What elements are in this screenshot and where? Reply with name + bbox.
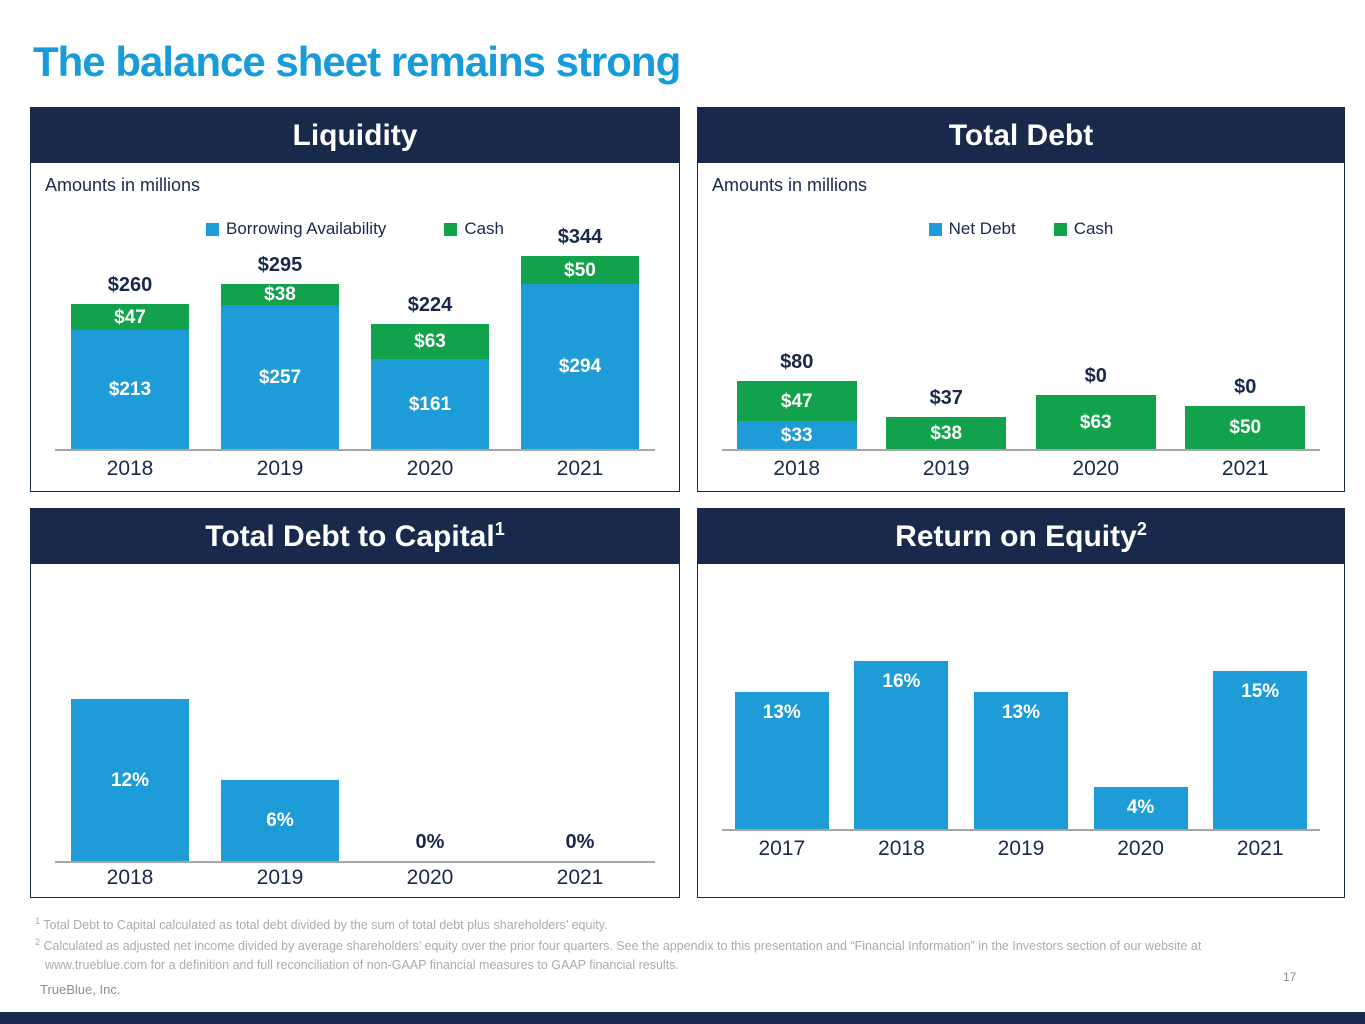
bar	[737, 381, 857, 449]
legend-label: Borrowing Availability	[225, 219, 387, 238]
debt-to-capital-x-axis	[55, 863, 655, 893]
company-name: TrueBlue, Inc.	[40, 982, 121, 997]
bottom-accent-bar	[0, 1012, 1365, 1024]
bar-group	[371, 601, 489, 861]
legend-label: Cash	[1073, 219, 1114, 238]
bar-segment-cash: $47	[737, 381, 857, 421]
liquidity-chart	[55, 219, 655, 487]
liquidity-bars	[55, 219, 655, 451]
bar-value-label: $0	[1084, 365, 1107, 387]
liquidity-subtitle: Amounts in millions	[45, 175, 201, 195]
panel-debt-to-capital	[30, 508, 680, 898]
bar-group	[886, 219, 1006, 449]
bar-value-label: $0	[1234, 376, 1257, 398]
liquidity-x-axis	[55, 451, 655, 487]
bar	[1094, 787, 1188, 829]
total-debt-bars	[722, 219, 1320, 451]
bar	[371, 324, 489, 449]
panel-debt-to-capital-body	[31, 564, 679, 897]
return-on-equity-bars	[722, 626, 1320, 831]
category-label: 2019	[997, 837, 1045, 860]
bar-group	[71, 601, 189, 861]
bar-group	[1094, 626, 1188, 829]
bar-value-label: 0%	[565, 831, 595, 853]
bar-group	[1185, 219, 1305, 449]
bar-group	[221, 601, 339, 861]
footnotes	[35, 915, 1257, 975]
footnote-1-sup: 1	[35, 916, 41, 926]
panel-liquidity-body	[31, 163, 679, 491]
bar-segment-cash: $50	[1185, 406, 1305, 449]
category-label: 2017	[758, 837, 806, 860]
bar-group	[737, 219, 857, 449]
total-debt-chart	[722, 219, 1320, 487]
bar-segment-borrowing-availability: $257	[221, 305, 339, 449]
category-label: 2021	[556, 866, 604, 889]
panel-debt-to-capital-header	[31, 509, 679, 564]
bar	[1036, 395, 1156, 449]
category-label: 2020	[1117, 837, 1164, 860]
bar-value-label: $37	[929, 387, 963, 409]
bar	[1185, 406, 1305, 449]
bar-group	[521, 601, 639, 861]
panel-total-debt-body	[698, 163, 1344, 491]
bar-segment: 13%	[974, 692, 1068, 829]
bar-value-label: 0%	[415, 831, 445, 853]
bar-segment-cash: $38	[221, 284, 339, 305]
panel-liquidity-header	[31, 108, 679, 163]
bar	[221, 284, 339, 449]
bar-group	[1213, 626, 1307, 829]
debt-to-capital-bars	[55, 601, 655, 863]
bar-segment: 12%	[71, 699, 189, 861]
bar-group	[735, 626, 829, 829]
panel-return-on-equity-header	[698, 509, 1344, 564]
bar-segment-cash: $38	[886, 417, 1006, 449]
bar-value-label: $224	[407, 294, 453, 316]
total-debt-x-axis	[722, 451, 1320, 487]
category-label: 2020	[406, 457, 454, 480]
page-title: The balance sheet remains strong	[33, 38, 681, 85]
panel-total-debt-title: Total Debt	[948, 119, 1094, 152]
footnote-2-text: Calculated as adjusted net income divided by average shareholders’ equity over the prior four quarters. See the appendix to this presentation and “Financial Information” in the Investors section of our website at www.trueblue.com for a definition and full reconciliation of non-GAAP financial measures to GAAP financial results.	[43, 938, 1202, 973]
footnote-1	[35, 915, 1257, 936]
bar-segment-borrowing-availability: $161	[371, 359, 489, 449]
bar-segment: 13%	[735, 692, 829, 829]
bar-value-label: $295	[257, 254, 303, 276]
bar-segment: 4%	[1094, 787, 1188, 829]
legend-label: Net Debt	[948, 219, 1016, 238]
bar-value-label: $260	[107, 274, 153, 296]
return-on-equity-x-axis	[722, 831, 1320, 867]
bar-group	[521, 219, 639, 449]
panel-total-debt-header	[698, 108, 1344, 163]
panel-total-debt	[697, 107, 1345, 492]
panel-debt-to-capital-title: Total Debt to Capital	[205, 520, 495, 553]
category-label: 2018	[878, 837, 925, 860]
bar-segment-cash: $47	[71, 304, 189, 330]
footnote-1-text: Total Debt to Capital calculated as total debt divided by the sum of total debt plus shareholders’ equity.	[43, 918, 608, 933]
category-label: 2019	[256, 457, 304, 480]
bar	[71, 699, 189, 861]
bar	[71, 304, 189, 449]
category-label: 2021	[1221, 457, 1269, 480]
bar	[521, 256, 639, 449]
bar-segment-borrowing-availability: $294	[521, 284, 639, 449]
page-number: 17	[1283, 970, 1297, 984]
category-label: 2019	[256, 866, 304, 889]
bar	[735, 692, 829, 829]
category-label: 2020	[406, 866, 454, 889]
panel-return-on-equity-body	[698, 564, 1344, 897]
footnote-ref-1: 1	[494, 519, 505, 539]
bar-segment-net-debt: $33	[737, 421, 857, 449]
bar-segment: 15%	[1213, 671, 1307, 829]
bar-segment-cash: $63	[1036, 395, 1156, 449]
bar-segment-borrowing-availability: $213	[71, 330, 189, 449]
category-label: 2021	[1236, 837, 1284, 860]
bar-value-label: $344	[557, 226, 603, 248]
panel-liquidity	[30, 107, 680, 492]
bar	[1213, 671, 1307, 829]
bar-segment-cash: $63	[371, 324, 489, 359]
category-label: 2021	[556, 457, 604, 480]
return-on-equity-chart	[722, 626, 1320, 867]
category-label: 2018	[106, 457, 154, 480]
panel-return-on-equity	[697, 508, 1345, 898]
bar	[854, 661, 948, 829]
bar-group	[1036, 219, 1156, 449]
bar-segment-cash: $50	[521, 256, 639, 284]
bar-value-label: $80	[780, 351, 814, 373]
bar-segment: 6%	[221, 780, 339, 861]
bar-group	[71, 219, 189, 449]
category-label: 2018	[106, 866, 154, 889]
bar-group	[854, 626, 948, 829]
category-label: 2020	[1072, 457, 1120, 480]
total-debt-subtitle: Amounts in millions	[712, 175, 868, 195]
panel-return-on-equity-title: Return on Equity	[895, 520, 1137, 553]
bar-group	[371, 219, 489, 449]
bar-group	[221, 219, 339, 449]
panel-liquidity-title: Liquidity	[292, 119, 418, 152]
bar	[221, 780, 339, 861]
debt-to-capital-chart	[55, 601, 655, 893]
bar-group	[974, 626, 1068, 829]
footnote-ref-2: 2	[1136, 519, 1147, 539]
bar	[886, 417, 1006, 449]
bar-segment: 16%	[854, 661, 948, 829]
legend-label: Cash	[464, 219, 504, 238]
footnote-2-sup: 2	[35, 936, 41, 947]
category-label: 2019	[922, 457, 970, 480]
footnote-2	[35, 936, 1257, 976]
category-label: 2018	[773, 457, 821, 480]
bar	[974, 692, 1068, 829]
